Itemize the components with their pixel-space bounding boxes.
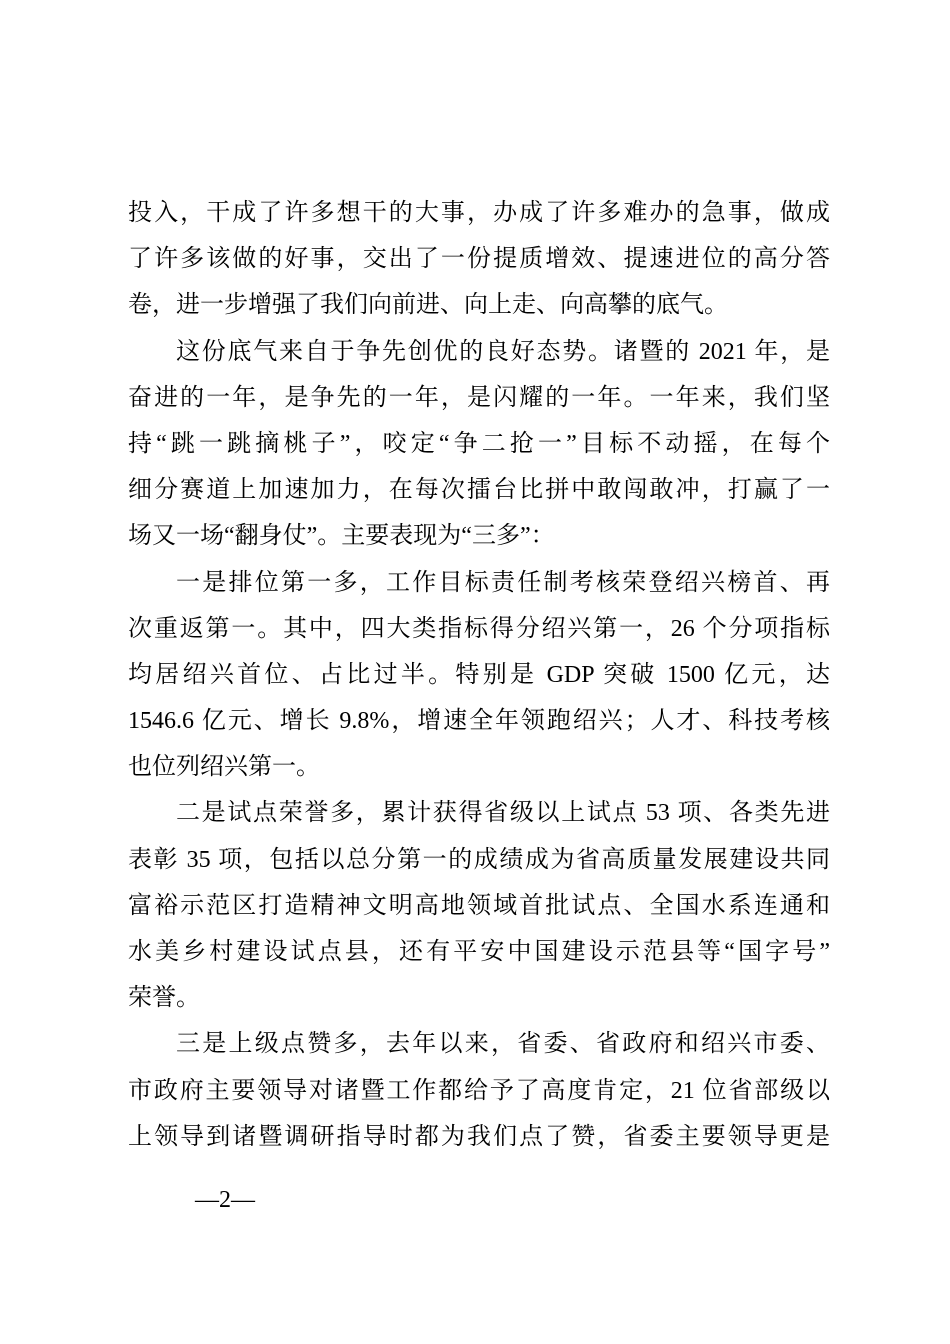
text-line: 场又一场“翻身仗”。主要表现为“三多”：	[128, 523, 555, 550]
text-line: 投入，干成了许多想干的大事，办成了许多难办的急事，做成	[128, 200, 830, 226]
page-number: —2—	[195, 1187, 255, 1213]
text-line: 持“跳一跳摘桃子”，咬定“争二抢一”目标不动摇，在每个	[128, 430, 830, 457]
text-line: 二是试点荣誉多，累计获得省级以上试点 53 项、各类先进	[176, 800, 830, 827]
text-line: 水美乡村建设试点县，还有平安中国建设示范县等“国字号”	[128, 939, 830, 965]
paragraph	[128, 1021, 830, 1160]
text-line: 次重返第一。其中，四大类指标得分绍兴第一，26 个分项指标	[128, 615, 830, 642]
text-line: 这份底气来自于争先创优的良好态势。诸暨的 2021 年，是	[176, 338, 830, 365]
text-line: 三是上级点赞多，去年以来，省委、省政府和绍兴市委、	[176, 1031, 830, 1058]
text-line: 1546.6 亿元、增长 9.8%，增速全年领跑绍兴；人才、科技考核	[128, 708, 830, 735]
text-line: 卷，进一步增强了我们向前进、向上走、向高攀的底气。	[128, 292, 728, 319]
text-line: 表彰 35 项，包括以总分第一的成绩成为省高质量发展建设共同	[128, 846, 830, 873]
text-line: 也位列绍兴第一。	[128, 754, 320, 781]
paragraph	[128, 790, 830, 1021]
text-line: 均居绍兴首位、占比过半。特别是 GDP 突破 1500 亿元，达	[128, 661, 830, 688]
paragraph	[128, 560, 830, 791]
paragraph	[128, 329, 830, 560]
text-line: 市政府主要领导对诸暨工作都给予了高度肯定，21 位省部级以	[128, 1077, 830, 1104]
document-body	[128, 190, 830, 1160]
text-line: 一是排位第一多，工作目标责任制考核荣登绍兴榜首、再	[176, 569, 830, 596]
text-line: 奋进的一年，是争先的一年，是闪耀的一年。一年来，我们坚	[128, 384, 830, 411]
text-line: 富裕示范区打造精神文明高地领域首批试点、全国水系连通和	[128, 892, 830, 919]
text-line: 了许多该做的好事，交出了一份提质增效、提速进位的高分答	[128, 246, 830, 273]
text-line: 上领导到诸暨调研指导时都为我们点了赞，省委主要领导更是	[128, 1123, 830, 1150]
text-line: 细分赛道上加速加力，在每次擂台比拼中敢闯敢冲，打赢了一	[128, 477, 830, 504]
text-line: 荣誉。	[128, 985, 200, 1012]
paragraph	[128, 190, 830, 329]
